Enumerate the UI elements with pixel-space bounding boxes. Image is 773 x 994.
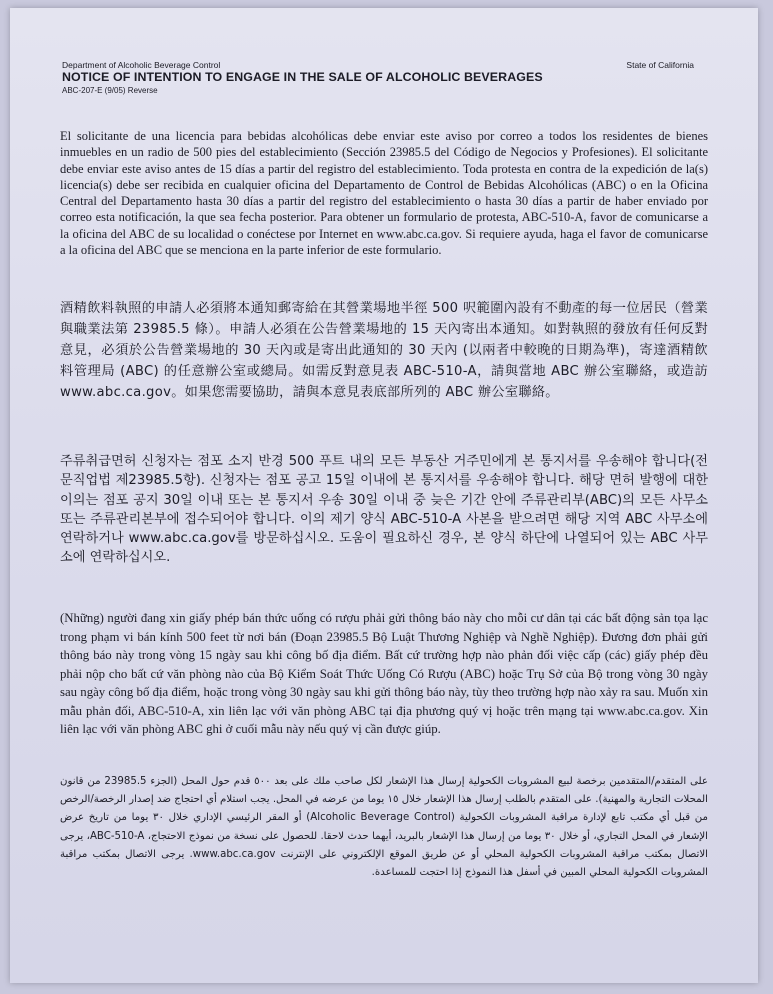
paragraph-chinese: 酒精飲料執照的申請人必須將本通知郵寄給在其營業場地半徑 500 呎範圍內設有不動產的每一位居民（營業與職業法第 23985.5 條）。申請人必須在公告營業場地的 15 天內寄出本通知。如對執照的發放有任何反對意見，必須於公告營業場地的 30 天內或是寄出此通知的 30 天內 (以兩者中較晚的日期為準)，寄達酒精飲料管理局 (ABC) 的任意辦公室或總局。如需反對意見表 ABC-510-A，請與當地 ABC 辦公室聯絡，或造訪 www.abc.ca.gov。如果您需要協助，請與本意見表底部所列的 ABC 辦公室聯絡。 [60,301,708,400]
state-name: State of California [626,60,694,70]
document-page [10,8,758,983]
notice-title: NOTICE OF INTENTION TO ENGAGE IN THE SALE OF ALCOHOLIC BEVERAGES [62,70,543,84]
paragraph-korean: 주류취급면허 신청자는 점포 소지 반경 500 푸트 내의 모든 부동산 거주민에게 본 통지서를 우송해야 합니다(전문직업법 제23985.5항). 신청자는 점포 공고 15일 이내에 본 통지서를 우송해야 합니다. 해당 면허 발행에 대한 이의는 점포 공지 30일 이내 또는 본 통지서 우송 30일 이내 중 늦은 기간 안에 주류관리부(ABC)의 모든 사무소 또는 주류관리본부에 접수되어야 합니다. 이의 제기 양식 ABC-510-A 사본을 받으려면 해당 지역 ABC 사무소에 연락하거나 www.abc.ca.gov를 방문하십시오. 도움이 필요하신 경우, 본 양식 하단에 나열되어 있는 ABC 사무소에 연락하십시오. [60,454,708,566]
paragraph-arabic: على المتقدم/المتقدمين برخصة لبيع المشروبات الكحولية إرسال هذا الإشعار لكل صاحب ملك على بعد ٥٠٠ قدم حول المحل (الجزء 23985.5 من قانون المحلات التجارية والمهنية). على المتقدم بالطلب إرسال هذا الإشعار خلال ١٥ يوما من عرضه في المحل. يجب استلام أي احتجاج ضد إصدار الرخصة/الرخص من قبل أي مكتب تابع لإدارة مراقبة المشروبات الكحولية (Alcoholic Beverage Control) أو المقر الرئيسي الإداري خلال ٣٠ يوما من تاريخ عرض الإشعار في المحل التجاري، أو خلال ٣٠ يوما من إرسال هذا الإشعار بالبريد، أيهما حدث لاحقا. للحصول على نسخة من نموذج الاحتجاج، ABC-510-A، يرجى الاتصال بمكتب مراقبة المشروبات الكحولية المحلي أو عن طريق الموقع الإلكتروني على الإنترنت www.abc.ca.gov. يرجى الاتصال بمكتب مراقبة المشروبات الكحولية المحلي المبين في أسفل هذا النموذج إذا احتجت للمساعدة. [60,776,709,879]
form-number: ABC-207-E (9/05) Reverse [62,86,158,95]
department-name: Department of Alcoholic Beverage Control [62,60,221,70]
paragraph-vietnamese: (Những) người đang xin giấy phép bán thức uống có rượu phải gửi thông báo này cho mỗi cư dân tại các bất động sản tọa lạc trong phạm vi bán kính 500 feet từ nơi bán (Đoạn 23985.5 Bộ Luật Thương Nghiệp và Nghề Nghiệp). Đương đơn phải gửi thông báo này trong vòng 15 ngày sau khi công bố địa điểm. Bất cứ trường hợp nào phản đối việc cấp (các) giấy phép đều phải nộp cho bất cứ văn phòng nào của Bộ Kiểm Soát Thức Uống Có Rượu (ABC) hoặc Trụ Sở của Bộ trong vòng 30 ngày sau ngày công bố địa điểm, hoặc trong vòng 30 ngày sau khi gửi thông báo này, tùy theo trường hợp nào xảy ra sau. Muốn xin mẫu phản đối, ABC-510-A, xin liên lạc với văn phòng ABC tại địa phương quý vị hoặc trên mạng tại www.abc.ca.gov. Xin liên lạc với văn phòng ABC ghi ở cuối mẫu này nếu quý vị cần được giúp. [60,611,708,736]
paragraph-spanish: El solicitante de una licencia para bebidas alcohólicas debe enviar este aviso por correo a todos los residentes de bienes inmuebles en un radio de 500 pies del establecimiento (Sección 23985.5 del Código de Negocios y Profesiones). El solicitante debe enviar este aviso antes de 15 días a partir del registro del establecimiento. Toda protesta en contra de la expedición de la(s) licencia(s) debe ser recibida en cualquier oficina del Departamento de Control de Bebidas Alcohólicas (ABC) o en la Oficina Central del Departamento hasta 30 días a partir del registro del establecimiento o hasta 30 días a partir de haber enviado por correo esta notificación, la que sea fecha posterior. Para obtener un formulario de protesta, ABC-510-A, favor de comunicarse a la oficina del ABC de su localidad o conéctese por Internet en www.abc.ca.gov. Si requiere ayuda, haga el favor de comunicarse a la oficina del ABC que se menciona en la parte inferior de este formulario. [60,129,708,258]
